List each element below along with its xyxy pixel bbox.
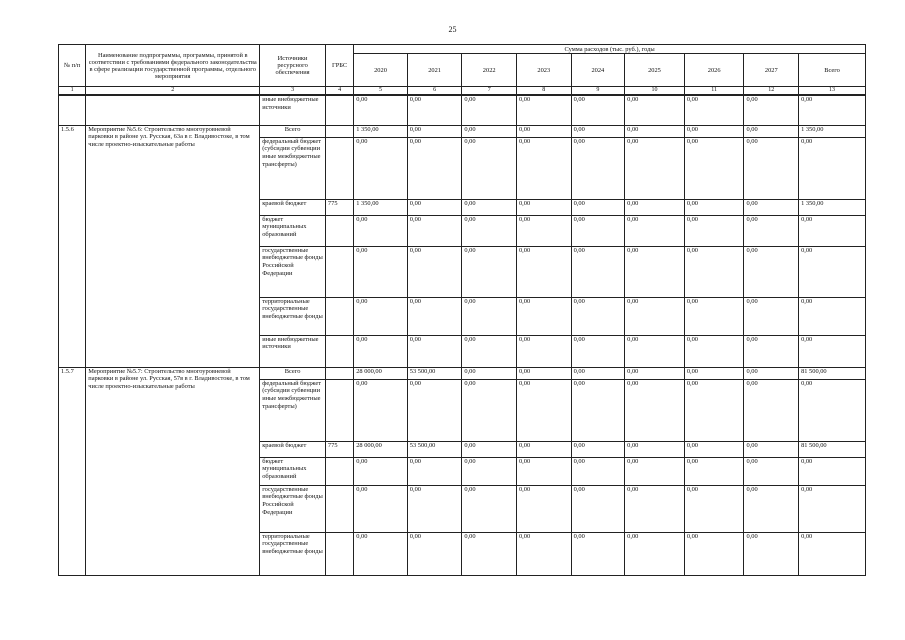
source-cell: краевой бюджет [260,199,326,215]
value-cell: 0,00 [462,532,517,575]
value-cell: 0,00 [744,335,799,367]
source-cell: краевой бюджет [260,441,326,457]
grbs-cell [325,485,353,532]
grbs-cell [325,335,353,367]
value-cell: 0,00 [625,199,685,215]
value-cell: 0,00 [571,335,625,367]
value-cell: 0,00 [516,457,571,485]
value-cell: 0,00 [462,199,517,215]
value-cell: 0,00 [684,367,744,379]
value-cell: 0,00 [799,457,866,485]
value-cell: 0,00 [684,335,744,367]
value-cell: 0,00 [407,125,462,137]
value-cell: 0,00 [744,457,799,485]
measure-name: Мероприятие №5.7: Строительство многоуровневой парковки в районе ул. Русская, 57в в г. Владивостоке, в том числе проектно-изыскательные работы [86,367,260,575]
column-number: 6 [407,87,462,96]
table-row [59,95,866,125]
column-number: 9 [571,87,625,96]
value-cell: 0,00 [744,532,799,575]
value-cell: 0,00 [516,297,571,335]
value-cell: 0,00 [684,95,744,125]
header-year: Всего [799,54,866,87]
value-cell: 0,00 [571,379,625,441]
value-cell: 0,00 [744,367,799,379]
value-cell: 0,00 [625,379,685,441]
value-cell: 0,00 [571,532,625,575]
value-cell: 0,00 [625,95,685,125]
value-cell: 0,00 [407,457,462,485]
value-cell: 81 500,00 [799,367,866,379]
value-cell: 0,00 [625,215,685,246]
column-number: 1 [59,87,86,96]
grbs-cell [325,457,353,485]
value-cell: 0,00 [516,125,571,137]
value-cell: 81 500,00 [799,441,866,457]
value-cell: 0,00 [354,457,408,485]
value-cell: 0,00 [571,215,625,246]
value-cell: 1 350,00 [799,199,866,215]
value-cell: 0,00 [625,441,685,457]
value-cell: 0,00 [744,441,799,457]
grbs-cell [325,137,353,199]
value-cell: 0,00 [684,246,744,297]
page-number: 25 [448,25,457,34]
budget-table [58,44,866,576]
measure-number: 1.5.6 [59,125,86,367]
value-cell: 0,00 [571,125,625,137]
source-cell: иные внебюджетные источники [260,335,326,367]
value-cell: 0,00 [462,215,517,246]
value-cell: 0,00 [684,457,744,485]
value-cell: 0,00 [799,297,866,335]
header-year: 2026 [684,54,744,87]
value-cell: 0,00 [684,532,744,575]
value-cell: 0,00 [744,95,799,125]
value-cell: 0,00 [744,246,799,297]
value-cell: 0,00 [516,335,571,367]
value-cell: 0,00 [516,532,571,575]
value-cell: 0,00 [684,125,744,137]
num-cell [59,95,86,125]
value-cell: 0,00 [516,95,571,125]
value-cell: 0,00 [571,457,625,485]
header-year: 2022 [462,54,517,87]
value-cell: 0,00 [462,379,517,441]
value-cell: 0,00 [516,485,571,532]
value-cell: 0,00 [684,297,744,335]
source-cell: государственные внебюджетные фонды Российской Федерации [260,485,326,532]
source-cell: иные внебюджетные источники [260,95,326,125]
value-cell: 28 000,00 [354,441,408,457]
column-number: 11 [684,87,744,96]
grbs-cell [325,125,353,137]
value-cell: 0,00 [354,137,408,199]
column-number: 12 [744,87,799,96]
header-year: 2025 [625,54,685,87]
grbs-cell [325,215,353,246]
grbs-cell: 775 [325,199,353,215]
header-year: 2027 [744,54,799,87]
value-cell: 0,00 [625,297,685,335]
header-year: 2023 [516,54,571,87]
value-cell: 0,00 [407,215,462,246]
value-cell: 0,00 [407,297,462,335]
value-cell: 0,00 [799,137,866,199]
value-cell: 0,00 [571,367,625,379]
value-cell: 0,00 [684,379,744,441]
value-cell: 0,00 [571,246,625,297]
value-cell: 0,00 [625,125,685,137]
value-cell: 0,00 [516,379,571,441]
value-cell: 0,00 [462,95,517,125]
value-cell: 0,00 [799,95,866,125]
value-cell: 0,00 [799,246,866,297]
value-cell: 0,00 [462,335,517,367]
column-number: 8 [516,87,571,96]
value-cell: 0,00 [354,335,408,367]
header-year: 2021 [407,54,462,87]
value-cell: 0,00 [684,485,744,532]
header-sum: Сумма расходов (тыс. руб.), годы [354,45,866,54]
value-cell: 0,00 [571,441,625,457]
value-cell: 0,00 [684,199,744,215]
value-cell: 0,00 [799,215,866,246]
value-cell: 0,00 [571,297,625,335]
source-cell: федеральный бюджет (субсидии субвенции иные межбюджетные трансферты) [260,379,326,441]
table-row [59,125,866,137]
value-cell: 0,00 [462,125,517,137]
source-cell: бюджет муниципальных образований [260,215,326,246]
column-number: 3 [260,87,326,96]
column-number: 2 [86,87,260,96]
value-cell: 28 000,00 [354,367,408,379]
value-cell: 0,00 [516,215,571,246]
value-cell: 0,00 [744,199,799,215]
value-cell: 0,00 [407,335,462,367]
column-number: 10 [625,87,685,96]
header-grbs: ГРБС [325,45,353,87]
value-cell: 0,00 [571,485,625,532]
source-cell: территориальные государственные внебюджетные фонды [260,297,326,335]
value-cell: 0,00 [799,532,866,575]
value-cell: 53 500,00 [407,367,462,379]
value-cell: 53 500,00 [407,441,462,457]
value-cell: 1 350,00 [354,199,408,215]
value-cell: 0,00 [516,367,571,379]
value-cell: 0,00 [799,379,866,441]
value-cell: 1 350,00 [354,125,408,137]
value-cell: 0,00 [462,485,517,532]
value-cell: 0,00 [354,485,408,532]
value-cell: 0,00 [407,379,462,441]
value-cell: 0,00 [407,137,462,199]
value-cell: 0,00 [684,137,744,199]
value-cell: 0,00 [625,137,685,199]
header-name: Наименование подпрограммы, программы, принятой в соответствии с требованиями федерального законодательства в сфере реализации государственной программы, отдельного мероприятия [86,45,260,87]
value-cell: 0,00 [407,246,462,297]
source-cell: бюджет муниципальных образований [260,457,326,485]
value-cell: 0,00 [516,441,571,457]
value-cell: 0,00 [571,199,625,215]
column-number: 5 [354,87,408,96]
value-cell: 1 350,00 [799,125,866,137]
value-cell: 0,00 [407,199,462,215]
value-cell: 0,00 [799,485,866,532]
header-num: № п/п [59,45,86,87]
column-number: 7 [462,87,517,96]
value-cell: 0,00 [354,95,408,125]
value-cell: 0,00 [354,532,408,575]
value-cell: 0,00 [462,457,517,485]
value-cell: 0,00 [354,215,408,246]
value-cell: 0,00 [516,137,571,199]
header-source: Источники ресурсного обеспечения [260,45,326,87]
value-cell: 0,00 [744,137,799,199]
table-row [59,367,866,379]
value-cell: 0,00 [625,367,685,379]
name-cell [86,95,260,125]
measure-number: 1.5.7 [59,367,86,575]
value-cell: 0,00 [625,246,685,297]
source-cell: Всего [260,125,326,137]
column-number: 13 [799,87,866,96]
value-cell: 0,00 [354,379,408,441]
value-cell: 0,00 [462,297,517,335]
value-cell: 0,00 [407,532,462,575]
value-cell: 0,00 [625,532,685,575]
header-year: 2020 [354,54,408,87]
value-cell: 0,00 [625,457,685,485]
grbs-cell: 775 [325,441,353,457]
grbs-cell [325,297,353,335]
value-cell: 0,00 [744,485,799,532]
value-cell: 0,00 [516,199,571,215]
value-cell: 0,00 [571,137,625,199]
value-cell: 0,00 [744,297,799,335]
value-cell: 0,00 [799,335,866,367]
value-cell: 0,00 [625,335,685,367]
value-cell: 0,00 [462,441,517,457]
grbs-cell [325,379,353,441]
value-cell: 0,00 [571,95,625,125]
value-cell: 0,00 [354,297,408,335]
value-cell: 0,00 [625,485,685,532]
value-cell: 0,00 [462,137,517,199]
grbs-cell [325,246,353,297]
value-cell: 0,00 [462,246,517,297]
column-number: 4 [325,87,353,96]
value-cell: 0,00 [684,441,744,457]
value-cell: 0,00 [516,246,571,297]
measure-name: Мероприятие №5.6: Строительство многоуровневой парковки в районе ул. Русская, 63а в г. Владивостоке, в том числе проектно-изыскательные работы [86,125,260,367]
grbs-cell [325,367,353,379]
value-cell: 0,00 [744,215,799,246]
grbs-cell [325,532,353,575]
grbs-cell [325,95,353,125]
source-cell: территориальные государственные внебюджетные фонды [260,532,326,575]
value-cell: 0,00 [744,125,799,137]
source-cell: федеральный бюджет (субсидии субвенции иные межбюджетные трансферты) [260,137,326,199]
value-cell: 0,00 [407,485,462,532]
header-year: 2024 [571,54,625,87]
value-cell: 0,00 [744,379,799,441]
value-cell: 0,00 [407,95,462,125]
column-numbers-row [59,87,866,96]
value-cell: 0,00 [354,246,408,297]
source-cell: Всего [260,367,326,379]
value-cell: 0,00 [684,215,744,246]
value-cell: 0,00 [462,367,517,379]
source-cell: государственные внебюджетные фонды Российской Федерации [260,246,326,297]
